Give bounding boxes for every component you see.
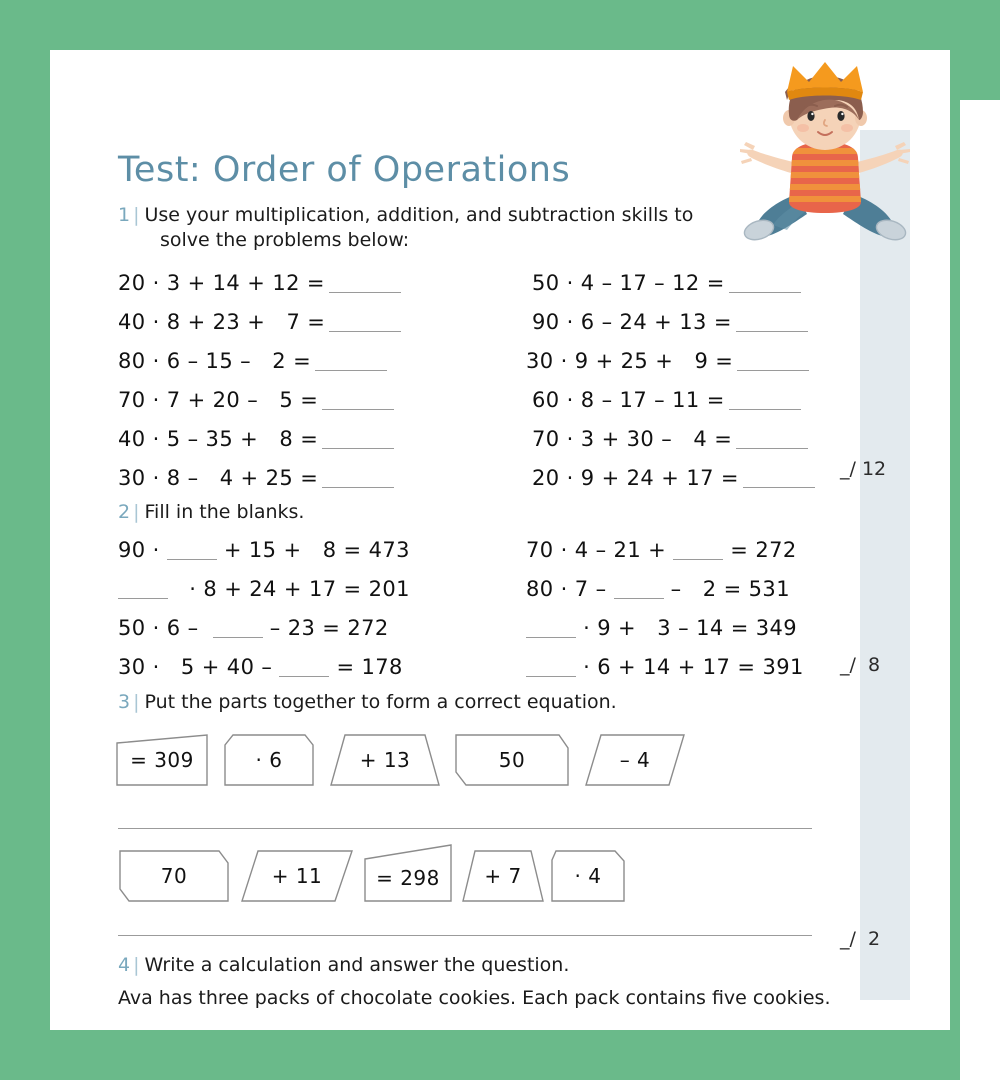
problem-1-6[interactable] <box>118 466 394 490</box>
score-panel <box>860 130 910 1000</box>
problem-1-11-text: 70 · 3 + 30 – 4 = <box>532 427 733 451</box>
section-4-instruction <box>118 953 569 978</box>
problem-2-6-post: – 2 = 531 <box>663 577 790 601</box>
problem-2-1-pre: 90 · <box>118 538 167 562</box>
answer-blank[interactable] <box>322 487 394 488</box>
section-2-instruction-line1: Fill in the blanks. <box>144 501 305 523</box>
answer-blank[interactable] <box>167 559 217 560</box>
problem-1-2[interactable] <box>118 310 401 334</box>
section-4-separator: | <box>133 954 140 976</box>
answer-rule-bottom <box>118 935 812 936</box>
section-2-number: 2 <box>118 501 131 523</box>
equation-tile-label: + 7 <box>484 864 522 888</box>
answer-blank[interactable] <box>322 448 394 449</box>
equation-tile-label: = 309 <box>130 748 194 772</box>
problem-1-3[interactable] <box>118 349 387 373</box>
problem-2-5[interactable] <box>526 538 797 562</box>
equation-tile-label: – 4 <box>619 748 651 772</box>
problem-1-5[interactable] <box>118 427 394 451</box>
section-2-separator: | <box>133 501 140 523</box>
equation-tile[interactable] <box>330 734 440 786</box>
problem-1-3-text: 80 · 6 – 15 – 2 = <box>118 349 312 373</box>
section-3-separator: | <box>133 691 140 713</box>
section-1-score[interactable]: _/ 12 <box>840 458 887 480</box>
problem-1-9-text: 30 · 9 + 25 + 9 = <box>526 349 734 373</box>
answer-blank[interactable] <box>614 598 664 599</box>
boy-with-crown-illustration <box>735 62 915 257</box>
section-3-instruction-line1: Put the parts together to form a correct equation. <box>144 691 617 713</box>
problem-1-5-text: 40 · 5 – 35 + 8 = <box>118 427 319 451</box>
problem-2-8-post: · 6 + 14 + 17 = 391 <box>576 655 804 679</box>
problem-2-8[interactable] <box>526 655 804 679</box>
equation-tile-label: 70 <box>160 864 188 888</box>
problem-1-7-text: 50 · 4 – 17 – 12 = <box>532 271 725 295</box>
page-title: Test: Order of Operations <box>118 150 571 190</box>
problem-1-11[interactable] <box>532 427 808 451</box>
section-1-instruction-line2: solve the problems below: <box>160 229 410 251</box>
problem-2-6[interactable] <box>526 577 790 601</box>
equation-tile[interactable] <box>585 734 685 786</box>
answer-blank[interactable] <box>729 409 801 410</box>
answer-blank[interactable] <box>322 409 394 410</box>
problem-2-4-pre: 30 · 5 + 40 – <box>118 655 280 679</box>
section-1-instruction <box>118 203 693 253</box>
problem-2-4-post: = 178 <box>329 655 403 679</box>
problem-2-3[interactable] <box>118 616 389 640</box>
equation-tile[interactable] <box>551 850 625 902</box>
problem-2-7-post: · 9 + 3 – 14 = 349 <box>576 616 798 640</box>
section-1-instruction-line1: Use your multiplication, addition, and subtraction skills to <box>144 204 694 226</box>
problem-1-10-text: 60 · 8 – 17 – 11 = <box>532 388 725 412</box>
answer-blank[interactable] <box>736 448 808 449</box>
equation-tile-label: · 6 <box>255 748 283 772</box>
section-4-number: 4 <box>118 954 131 976</box>
problem-1-12-text: 20 · 9 + 24 + 17 = <box>532 466 739 490</box>
answer-blank[interactable] <box>315 370 387 371</box>
section-3-instruction <box>118 690 617 715</box>
problem-2-3-pre: 50 · 6 – <box>118 616 213 640</box>
problem-2-2-post: · 8 + 24 + 17 = 201 <box>168 577 410 601</box>
section-3-number: 3 <box>118 691 131 713</box>
section-1-separator: | <box>133 204 140 226</box>
answer-blank[interactable] <box>526 676 576 677</box>
answer-blank[interactable] <box>329 331 401 332</box>
problem-1-12[interactable] <box>532 466 815 490</box>
equation-tile-label: + 13 <box>359 748 411 772</box>
problem-2-1-post: + 15 + 8 = 473 <box>216 538 410 562</box>
problem-1-1[interactable] <box>118 271 401 295</box>
problem-1-9[interactable] <box>526 349 809 373</box>
problem-1-6-text: 30 · 8 – 4 + 25 = <box>118 466 319 490</box>
equation-tile-label: · 4 <box>574 864 602 888</box>
equation-tile[interactable] <box>119 850 229 902</box>
problem-1-4[interactable] <box>118 388 394 412</box>
answer-blank[interactable] <box>736 331 808 332</box>
equation-tile-label: = 298 <box>376 866 440 890</box>
equation-tile[interactable] <box>364 844 452 902</box>
problem-2-3-post: – 23 = 272 <box>262 616 389 640</box>
problem-1-4-text: 70 · 7 + 20 – 5 = <box>118 388 319 412</box>
answer-blank[interactable] <box>673 559 723 560</box>
problem-2-5-pre: 70 · 4 – 21 + <box>526 538 674 562</box>
equation-tile[interactable] <box>116 734 208 786</box>
answer-rule-top <box>118 828 812 829</box>
answer-blank[interactable] <box>118 598 168 599</box>
answer-blank[interactable] <box>329 292 401 293</box>
section-1-number: 1 <box>118 204 131 226</box>
answer-blank[interactable] <box>526 637 576 638</box>
problem-1-8-text: 90 · 6 – 24 + 13 = <box>532 310 732 334</box>
section-4-body-line1: Ava has three packs of chocolate cookies. Each pack contains five cookies. <box>118 987 831 1009</box>
problem-2-4[interactable] <box>118 655 403 679</box>
equation-tile[interactable] <box>224 734 314 786</box>
problem-2-6-pre: 80 · 7 – <box>526 577 614 601</box>
answer-blank[interactable] <box>213 637 263 638</box>
section-3-score[interactable]: _/ 2 <box>840 928 881 950</box>
problem-2-1[interactable] <box>118 538 410 562</box>
problem-1-1-text: 20 · 3 + 14 + 12 = <box>118 271 325 295</box>
equation-tile[interactable] <box>241 850 353 902</box>
answer-blank[interactable] <box>743 487 815 488</box>
answer-blank[interactable] <box>737 370 809 371</box>
problem-1-7[interactable] <box>532 271 801 295</box>
problem-1-10[interactable] <box>532 388 801 412</box>
equation-tile-label: + 11 <box>271 864 323 888</box>
problem-1-8[interactable] <box>532 310 808 334</box>
answer-blank[interactable] <box>279 676 329 677</box>
equation-tile[interactable] <box>455 734 569 786</box>
answer-blank[interactable] <box>729 292 801 293</box>
section-2-instruction <box>118 500 304 525</box>
equation-tile-label: 50 <box>498 748 526 772</box>
problem-2-7[interactable] <box>526 616 797 640</box>
problem-1-2-text: 40 · 8 + 23 + 7 = <box>118 310 326 334</box>
problem-2-5-post: = 272 <box>723 538 797 562</box>
section-2-score[interactable]: _/ 8 <box>840 654 881 676</box>
equation-tile[interactable] <box>462 850 544 902</box>
section-4-instruction-line1: Write a calculation and answer the question. <box>144 954 570 976</box>
problem-2-2[interactable] <box>118 577 410 601</box>
page-right-margin <box>960 100 1000 1080</box>
